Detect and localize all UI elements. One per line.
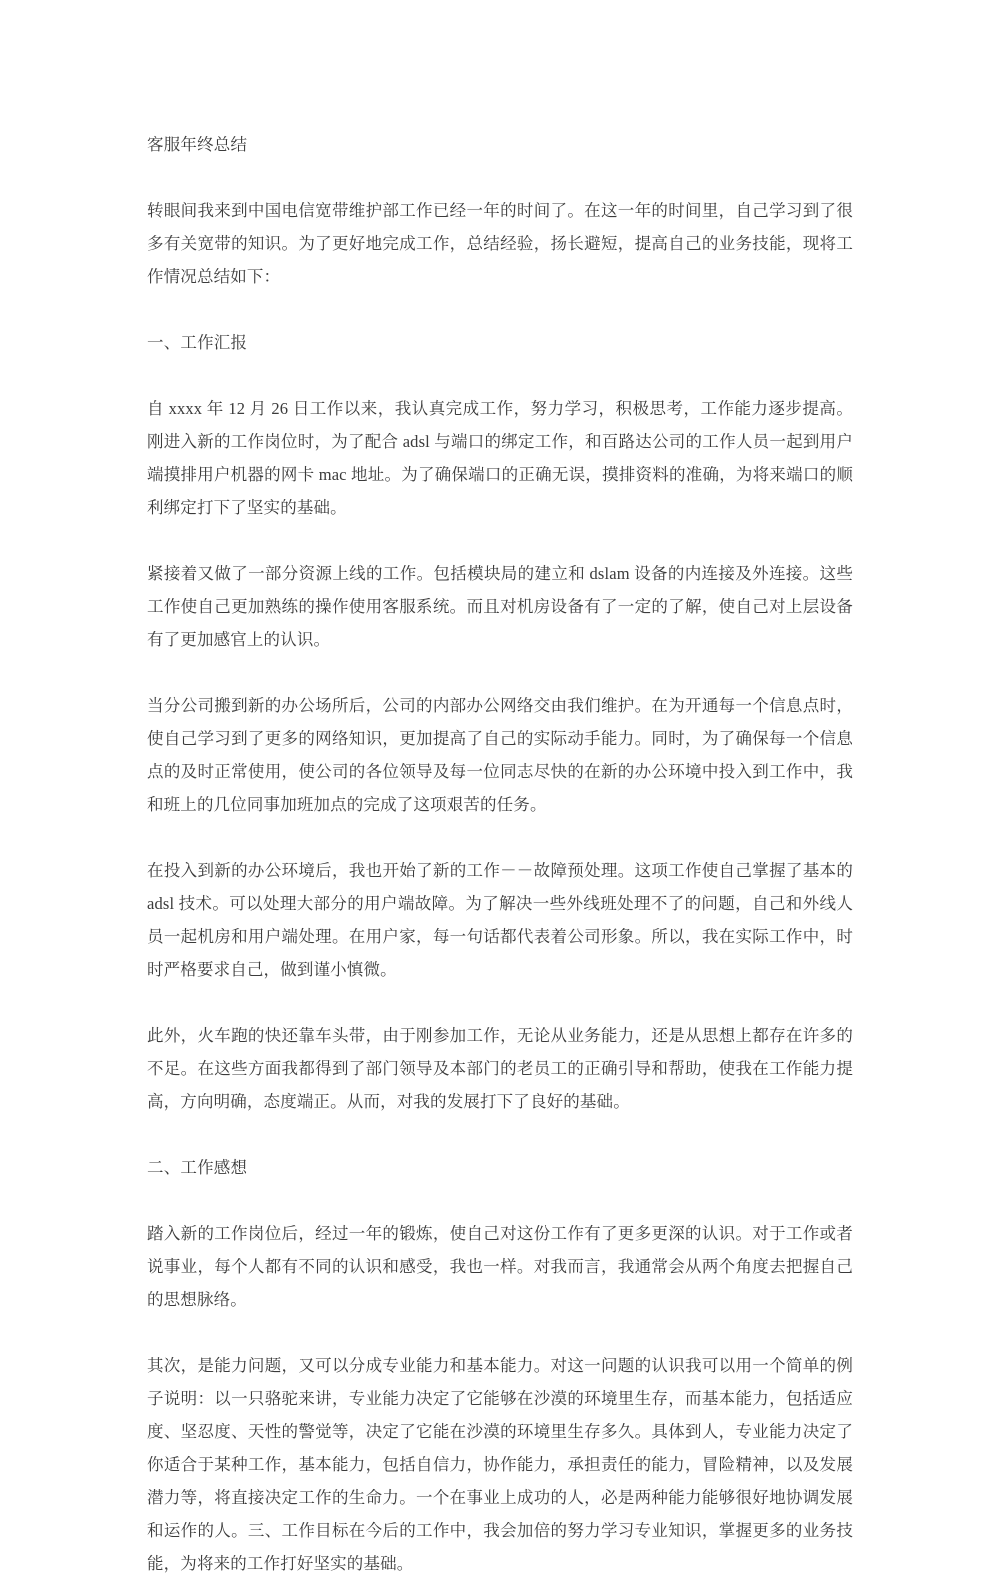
work-report-paragraph-4: 在投入到新的办公环境后，我也开始了新的工作－－故障预处理。这项工作使自己掌握了基本的 adsl 技术。可以处理大部分的用户端故障。为了解决一些外线班处理不了的问题，自己和外线人员一起机房和用户端处理。在用户家，每一句话都代表着公司形象。所以，我在实际工作中，时时严格要求自己，做到谨小慎微。: [147, 861, 853, 979]
work-report-paragraph-3: 当分公司搬到新的办公场所后，公司的内部办公网络交由我们维护。在为开通每一个信息点时，使自己学习到了更多的网络知识，更加提高了自己的实际动手能力。同时，为了确保每一个信息点的及时正常使用，使公司的各位领导及每一位同志尽快的在新的办公环境中投入到工作中，我和班上的几位同事加班加点的完成了这项艰苦的任务。: [147, 696, 853, 814]
reflection-paragraph-2: 其次，是能力问题，又可以分成专业能力和基本能力。对这一问题的认识我可以用一个简单的例子说明：以一只骆驼来讲，专业能力决定了它能够在沙漠的环境里生存，而基本能力，包括适应度、坚忍度、天性的警觉等，决定了它能在沙漠的环境里生存多久。具体到人，专业能力决定了你适合于某种工作，基本能力，包括自信力，协作能力，承担责任的能力，冒险精神，以及发展潜力等，将直接决定工作的生命力。一个在事业上成功的人，必是两种能力能够很好地协调发展和运作的人。三、工作目标在今后的工作中，我会加倍的努力学习专业知识，掌握更多的业务技能，为将来的工作打好坚实的基础。: [147, 1356, 853, 1573]
work-report-paragraph-2: 紧接着又做了一部分资源上线的工作。包括模块局的建立和 dslam 设备的内连接及外连接。这些工作使自己更加熟练的操作使用客服系统。而且对机房设备有了一定的了解，使自己对上层设备有了更加感官上的认识。: [147, 564, 853, 649]
work-report-paragraph-5: 此外，火车跑的快还靠车头带，由于刚参加工作，无论从业务能力，还是从思想上都存在许多的不足。在这些方面我都得到了部门领导及本部门的老员工的正确引导和帮助，使我在工作能力提高，方向明确，态度端正。从而，对我的发展打下了良好的基础。: [147, 1026, 853, 1111]
document-title: 客服年终总结: [147, 135, 248, 154]
reflection-paragraph-1: 踏入新的工作岗位后，经过一年的锻炼，使自己对这份工作有了更多更深的认识。对于工作或者说事业，每个人都有不同的认识和感受，我也一样。对我而言，我通常会从两个角度去把握自己的思想脉络。: [147, 1224, 853, 1309]
section-heading-work-report: 一、工作汇报: [147, 333, 248, 352]
section-heading-reflection: 二、工作感想: [147, 1158, 248, 1177]
work-report-paragraph-1: 自 xxxx 年 12 月 26 日工作以来，我认真完成工作，努力学习，积极思考，工作能力逐步提高。刚进入新的工作岗位时，为了配合 adsl 与端口的绑定工作，和百路达公司的工作人员一起到用户端摸排用户机器的网卡 mac 地址。为了确保端口的正确无误，摸排资料的准确，为将来端口的顺利绑定打下了坚实的基础。: [147, 399, 853, 517]
intro-paragraph: 转眼间我来到中国电信宽带维护部工作已经一年的时间了。在这一年的时间里，自己学习到了很多有关宽带的知识。为了更好地完成工作，总结经验，扬长避短，提高自己的业务技能，现将工作情况总结如下：: [147, 201, 853, 286]
document-body: [147, 128, 853, 1580]
